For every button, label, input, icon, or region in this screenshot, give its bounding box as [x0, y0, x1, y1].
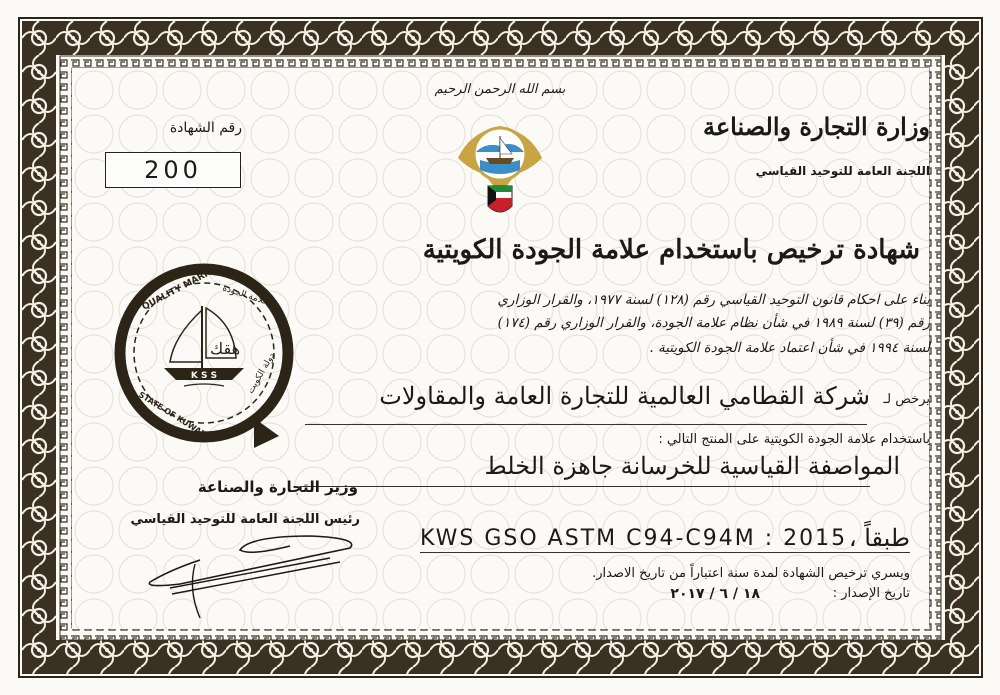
usage-statement: باستخدام علامة الجودة الكويتية على المنتج التالي :: [658, 432, 930, 447]
licensee-prefix: يرخص لـ: [883, 392, 930, 407]
committee-name: اللجنة العامة للتوحيد القياسي: [755, 164, 930, 178]
certificate-title: شهادة ترخيص باستخدام علامة الجودة الكويتية: [422, 235, 920, 265]
standard-code: KWS GSO ASTM C94-C94M : 2015: [420, 526, 848, 551]
quality-mark-en-bottom: STATE OF KUWAIT: [136, 390, 211, 441]
signatory-role: رئيس اللجنة العامة للتوحيد القياسي: [130, 512, 360, 527]
signature: [140, 530, 360, 620]
certificate-number-label: رقم الشهادة: [169, 120, 242, 136]
quality-mark-ar-top: علامة الجودة: [221, 283, 270, 308]
licensee-underline: [305, 424, 867, 425]
issue-date-label: تاريخ الإصدار :: [832, 586, 910, 601]
validity-statement: ويسري ترخيص الشهادة لمدة سنة اعتباراً من تاريخ الاصدار.: [592, 566, 910, 581]
ministry-name: وزارة التجارة والصناعة: [702, 112, 930, 141]
quality-mark-ar-bottom: دولة الكويت: [245, 351, 278, 396]
certificate-number-value: 200: [144, 156, 202, 184]
standard-prefix: طبقاً ،: [848, 524, 910, 552]
licensee-name: شركة القطامي العالمية للتجارة العامة والمقاولات: [379, 382, 870, 410]
product-underline: [300, 486, 870, 487]
quality-mark-ar-initials: هقك: [210, 339, 241, 358]
kuwait-emblem-icon: [450, 112, 550, 224]
quality-mark-en-top: QUALITY MARK: [140, 267, 213, 313]
basmala: بسم الله الرحمن الرحيم: [434, 82, 566, 97]
standard-underline: [420, 552, 910, 553]
kuwait-quality-mark-logo: [104, 258, 304, 453]
product-name: المواصفة القياسية للخرسانة جاهزة الخلط: [484, 452, 900, 480]
legal-basis-line: لسنة ١٩٩٤ في شأن اعتماد علامة الجودة الكويتية .: [649, 340, 930, 356]
legal-basis-line: بناء على احكام قانون التوحيد القياسي رقم (١٢٨) لسنة ١٩٧٧، والقرار الوزاري: [497, 292, 930, 308]
issue-date-value: ١٨ / ٦ / ٢٠١٧: [670, 586, 760, 602]
signatory-title: وزير التجارة والصناعة: [197, 478, 358, 496]
quality-mark-initials: K S S: [190, 371, 218, 381]
legal-basis-line: رقم (٣٩) لسنة ١٩٨٩ في شأن نظام علامة الجودة، والقرار الوزاري رقم (١٧٤): [497, 315, 930, 331]
